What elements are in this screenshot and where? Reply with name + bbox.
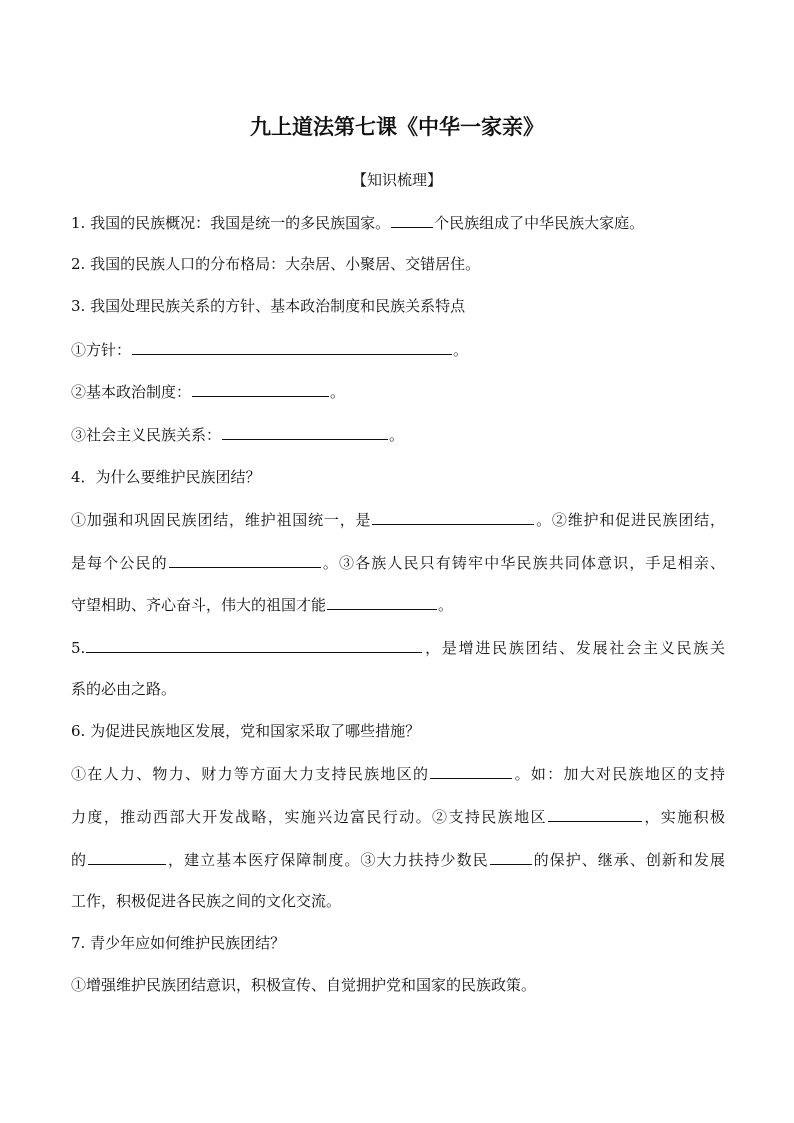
section-heading: 【知识梳理】 — [351, 171, 442, 189]
q3-relation-line — [71, 424, 725, 445]
q6-l2-text-a: 力度，推动西部大开发战略，实施兴边富民行动。②支持民族地区 — [71, 808, 547, 826]
q5-line-1 — [71, 637, 725, 658]
q6-blank-2[interactable] — [548, 806, 642, 822]
q5-text: ，是增进民族团结、发展社会主义民族关 — [423, 639, 725, 657]
q4-l1-text-b: 。②维护和促进民族团结， — [535, 511, 725, 529]
q3-period: 。 — [330, 383, 346, 401]
q4-line-3 — [71, 594, 725, 615]
q6-l1-text-a: ①在人力、物力、财力等方面大力支持民族地区的 — [71, 765, 430, 783]
q4-l1-text-a: ①加强和巩固民族团结，维护祖国统一，是 — [71, 511, 372, 529]
q4-l3-text-b: 。 — [438, 596, 454, 614]
q4-line-2 — [71, 552, 725, 573]
q6-heading: 6. 为促进民族地区发展，党和国家采取了哪些措施？ — [71, 722, 421, 740]
q6-line-2 — [71, 806, 725, 827]
q4-blank-1[interactable] — [372, 509, 534, 525]
q3-relation-blank[interactable] — [222, 424, 388, 440]
q1-text-b: 个民族组成了中华民族大家庭。 — [434, 214, 645, 232]
q3-policy-label: ①方针： — [71, 341, 132, 359]
q4-line-1 — [71, 509, 725, 530]
document-title: 九上道法第七课《中华一家亲》 — [250, 115, 544, 139]
q3-policy-line — [71, 339, 725, 360]
q5-line-2: 系的必由之路。 — [71, 680, 177, 698]
q1-line — [71, 212, 725, 233]
q1-blank[interactable] — [391, 212, 433, 228]
q4-blank-3[interactable] — [327, 594, 437, 610]
q3-policy-blank[interactable] — [132, 339, 452, 355]
q6-l1-text-b: 。如：加大对民族地区的支持 — [513, 765, 725, 783]
q6-l3-text-a: 的 — [71, 851, 88, 869]
q5-blank[interactable] — [86, 637, 422, 653]
q6-line-3 — [71, 849, 725, 870]
q4-heading: 4．为什么要维护民族团结？ — [71, 468, 261, 486]
q4-l3-text-a: 守望相助、齐心奋斗，伟大的祖国才能 — [71, 596, 327, 614]
q7-line-1: ①增强维护民族团结意识，积极宣传、自觉拥护党和国家的民族政策。 — [71, 976, 537, 994]
q3-period: 。 — [453, 341, 469, 359]
q4-l2-text-a: 是每个公民的 — [71, 554, 168, 572]
q5-number: 5. — [71, 639, 86, 657]
q3-relation-label: ③社会主义民族关系： — [71, 426, 222, 444]
q7-heading: 7. 青少年应如何维护民族团结？ — [71, 934, 286, 952]
q6-l3-text-b: ，建立基本医疗保障制度。③大力扶持少数民 — [167, 851, 489, 869]
q3-heading: 3. 我国处理民族关系的方针、基本政治制度和民族关系特点 — [71, 297, 466, 315]
q6-blank-3[interactable] — [88, 849, 166, 865]
q3-period: 。 — [389, 426, 405, 444]
q1-text-a: 1. 我国的民族概况：我国是统一的多民族国家。 — [71, 214, 391, 232]
q6-blank-4[interactable] — [490, 849, 532, 865]
q6-line-1 — [71, 763, 725, 784]
q6-l3-text-c: 的保护、继承、创新和发展 — [532, 851, 725, 869]
q6-blank-1[interactable] — [430, 763, 512, 779]
q3-system-line — [71, 381, 725, 402]
q6-l2-text-b: ，实施积极 — [642, 808, 725, 826]
q6-line-4: 工作，积极促进各民族之间的文化交流。 — [71, 892, 342, 910]
q2-line: 2. 我国的民族人口的分布格局：大杂居、小聚居、交错居住。 — [71, 255, 481, 273]
q3-system-blank[interactable] — [192, 381, 329, 397]
q4-blank-2[interactable] — [169, 552, 321, 568]
q3-system-label: ②基本政治制度： — [71, 383, 192, 401]
q4-l2-text-b: 。③各族人民只有铸牢中华民族共同体意识，手足相亲、 — [321, 554, 725, 572]
